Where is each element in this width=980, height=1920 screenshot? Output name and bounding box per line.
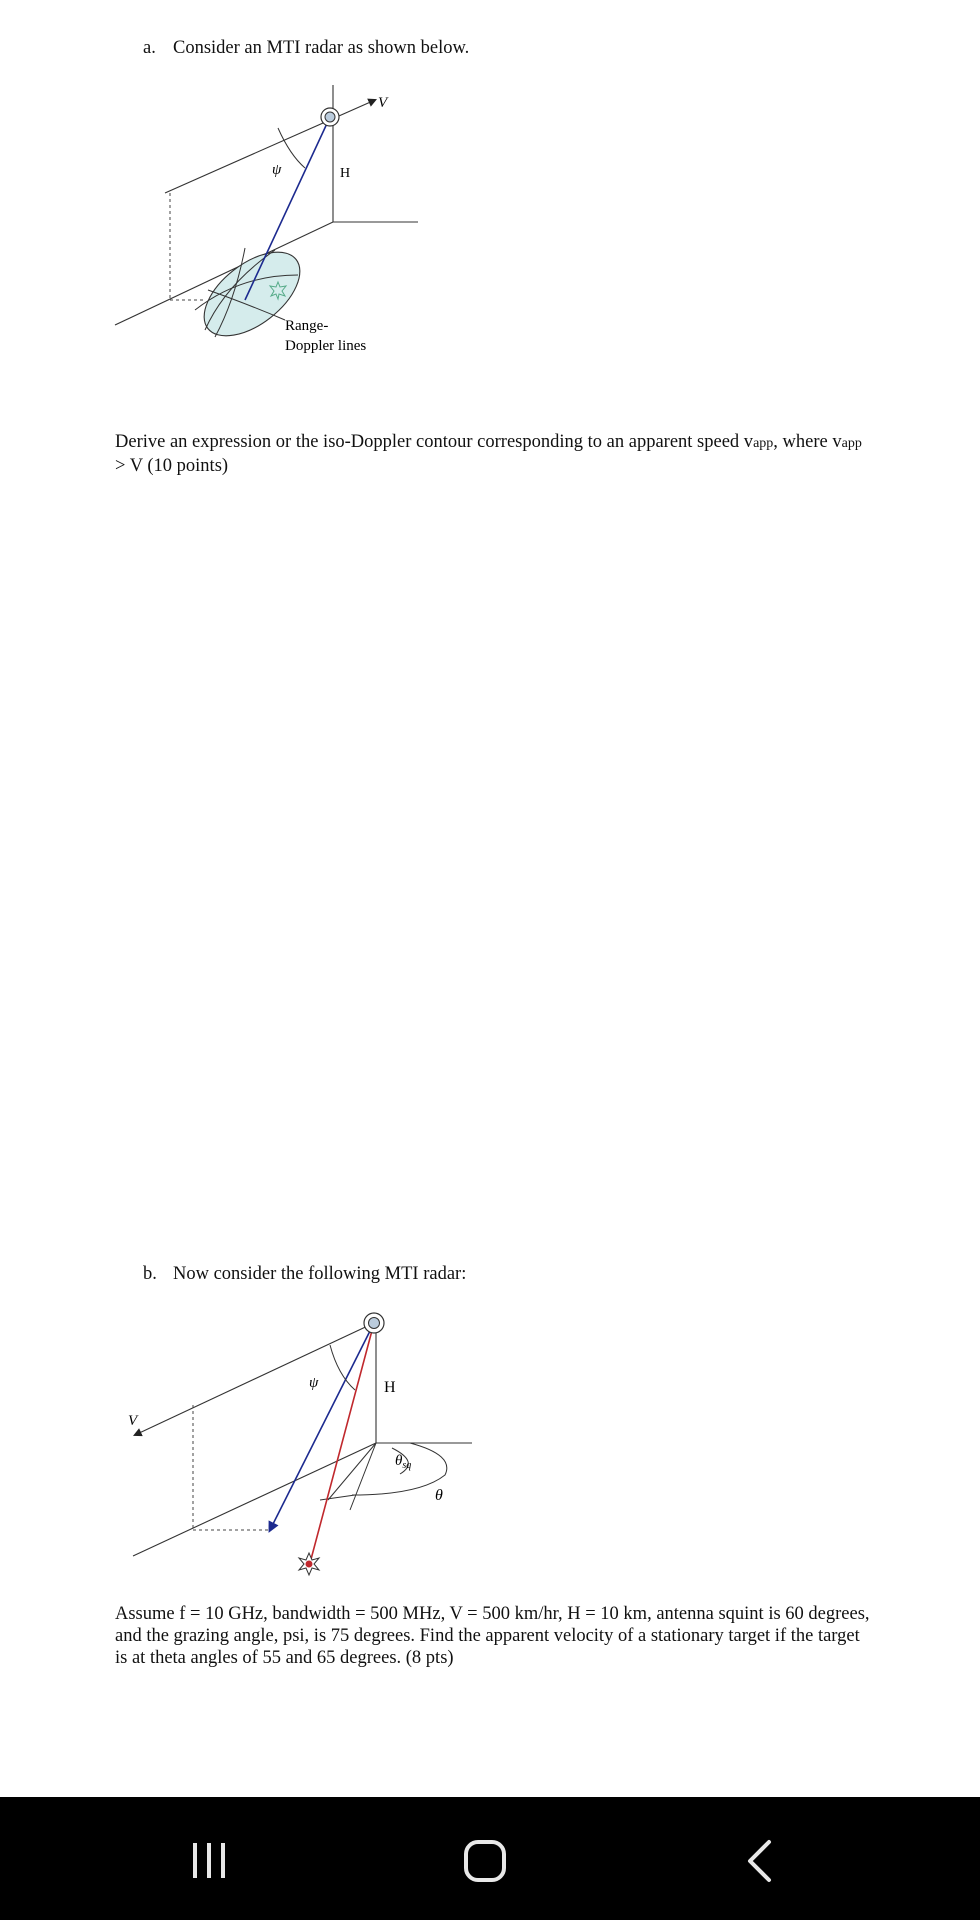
figure-b-mti-radar — [120, 1300, 490, 1590]
question-a-heading — [143, 38, 469, 59]
target-icon — [299, 1553, 319, 1575]
question-a-prompt: Derive an expression or the iso-Doppler contour corresponding to an apparent speed vapp, where vapp > V (10 points) — [115, 432, 862, 476]
question-a-label: a. — [143, 38, 156, 58]
theta-sq-label: $\theta_{sq}$ — [395, 1453, 412, 1471]
radar-platform-icon — [321, 108, 339, 126]
navigation-bar — [0, 1797, 980, 1920]
question-b-label: b. — [143, 1264, 157, 1284]
line-of-sight-blue — [270, 1323, 374, 1530]
caption-doppler-lines: Doppler lines — [285, 338, 367, 354]
radar-platform-icon — [364, 1313, 384, 1333]
question-b-prompt: Assume f = 10 GHz, bandwidth = 500 MHz, V = 500 km/hr, H = 10 km, antenna squint is 60 degrees, and the grazing angle, psi, is 75 degrees. Find the apparent velocity of a stationary target if the target is at theta angles of 55 and 65 degrees. (8 pts) — [115, 1604, 870, 1668]
question-b-text: Now consider the following MTI radar: — [173, 1264, 467, 1284]
home-icon — [415, 1797, 555, 1920]
velocity-label-b: V — [128, 1413, 138, 1429]
height-label-b: H — [384, 1379, 396, 1396]
height-label-a: H — [340, 166, 351, 181]
theta-label: θ — [435, 1487, 443, 1504]
figure-a-mti-radar — [100, 75, 440, 365]
psi-label-b: ψ — [309, 1375, 319, 1391]
back-button[interactable] — [690, 1797, 830, 1920]
ground-track-line — [133, 1443, 376, 1556]
recent-apps-icon — [141, 1797, 281, 1920]
line-of-sight-red — [310, 1323, 374, 1563]
antenna-footprint — [189, 236, 314, 352]
velocity-label-a: V — [378, 95, 388, 111]
caption-range: Range- — [285, 318, 329, 334]
question-a-text: Consider an MTI radar as shown below. — [173, 38, 470, 58]
flight-path-line — [135, 1323, 374, 1435]
recent-apps-button[interactable] — [141, 1797, 281, 1920]
home-button[interactable] — [415, 1797, 555, 1920]
question-b-heading — [143, 1264, 466, 1285]
back-icon — [690, 1797, 830, 1920]
psi-label-a: ψ — [272, 162, 282, 178]
